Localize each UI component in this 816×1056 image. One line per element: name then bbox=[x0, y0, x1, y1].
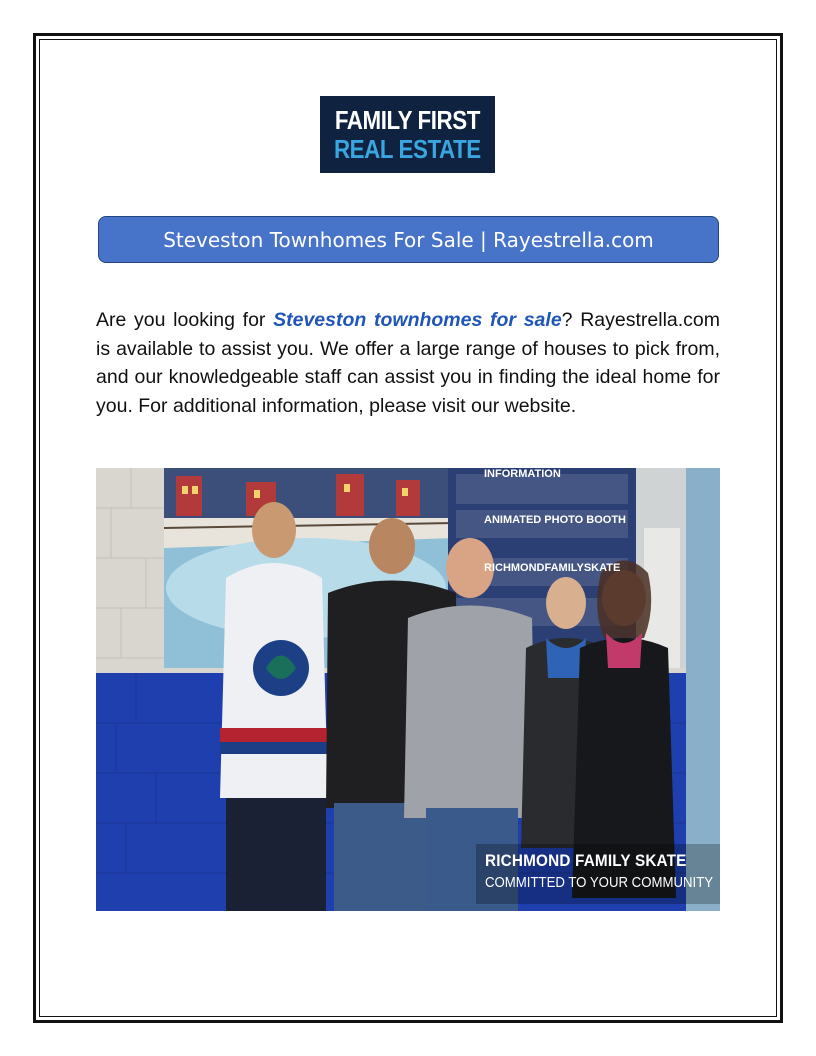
paragraph-intro: Are you looking for bbox=[96, 309, 274, 331]
photo-illustration bbox=[96, 468, 720, 911]
poster-label-information: INFORMATION bbox=[484, 468, 561, 480]
page-title: Steveston Townhomes For Sale | Rayestrella.com bbox=[163, 227, 654, 252]
body-paragraph bbox=[96, 306, 720, 420]
logo-line-2: REAL ESTATE bbox=[334, 133, 481, 164]
paragraph-rest: ? Rayestrella.com is available to assist you. We offer a large range of houses to pick from, and our knowledgeable staff can assist you in finding the ideal home for you. For additional information, please visit our website. bbox=[96, 309, 721, 417]
team-photo bbox=[96, 468, 720, 911]
photo-caption-subtitle: COMMITTED TO YOUR COMMUNITY bbox=[485, 874, 714, 891]
logo-line-1: FAMILY FIRST bbox=[334, 104, 481, 135]
poster-label-family-skate: RICHMONDFAMILYSKATE bbox=[484, 562, 621, 574]
photo-caption-title: RICHMOND FAMILY SKATE bbox=[485, 851, 687, 870]
keyword-link[interactable]: Steveston townhomes for sale bbox=[273, 309, 562, 331]
poster-label-photo-booth: ANIMATED PHOTO BOOTH bbox=[484, 514, 626, 526]
family-first-logo bbox=[320, 96, 495, 173]
title-banner bbox=[98, 216, 719, 263]
